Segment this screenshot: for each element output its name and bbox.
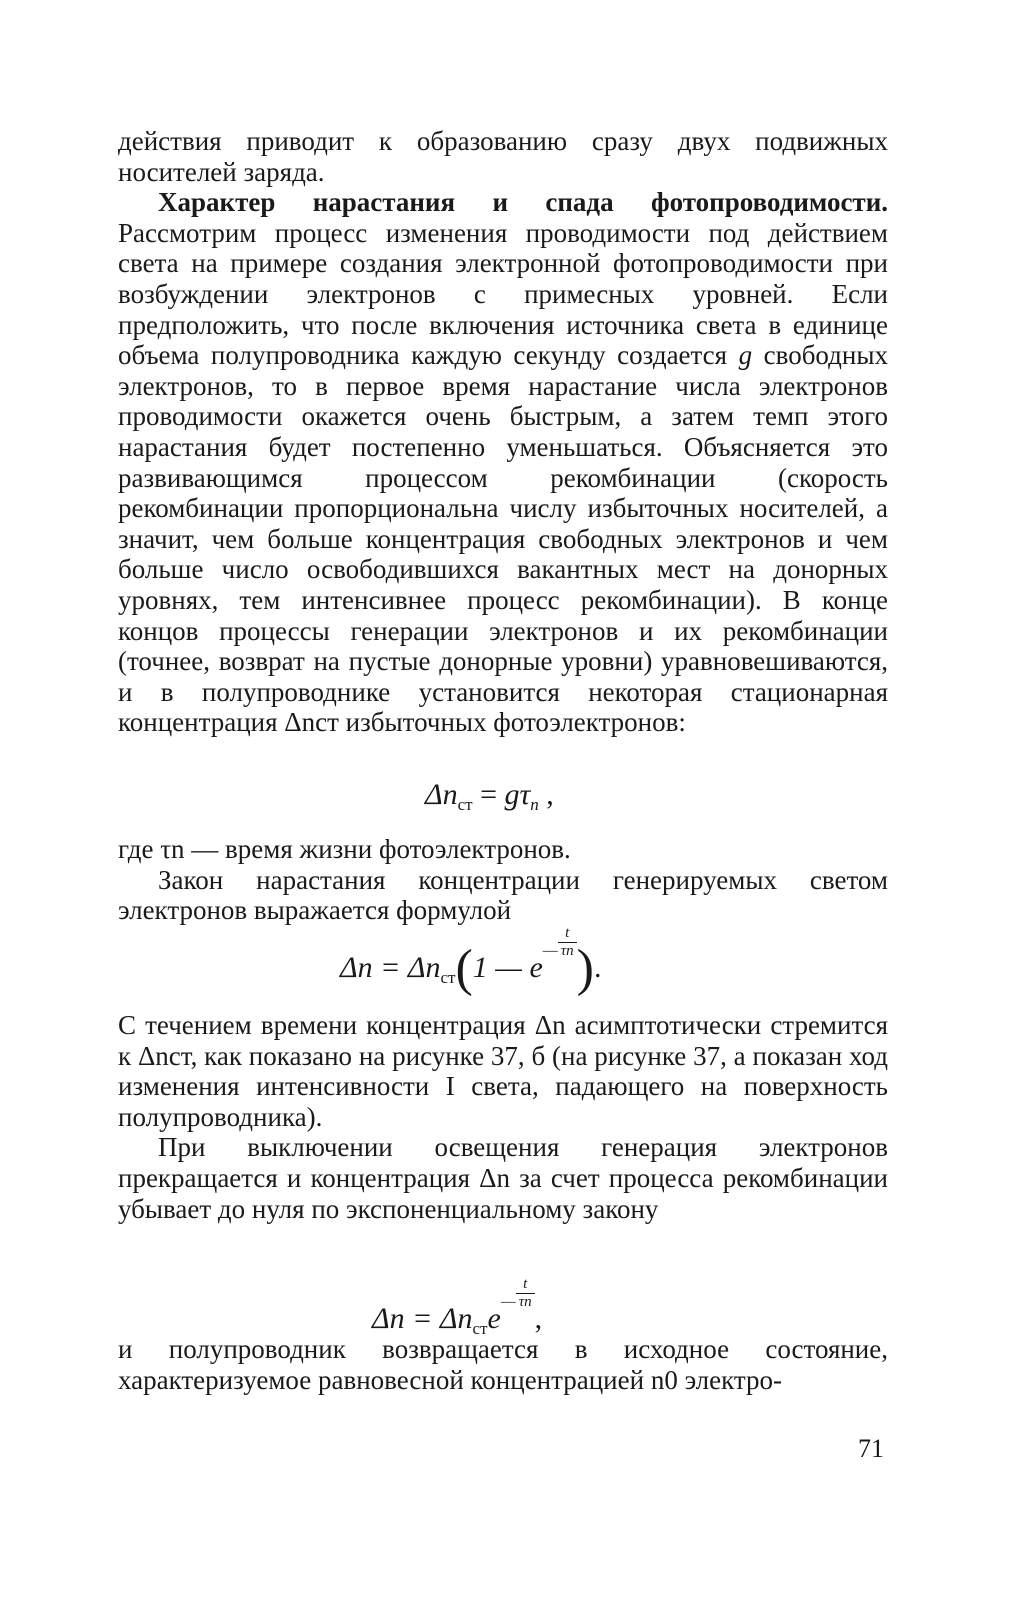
- formula-sub: ст: [472, 1319, 488, 1338]
- text-top: [118, 126, 888, 738]
- exp-sign: —: [542, 943, 558, 959]
- formula-sub: ст: [457, 795, 473, 814]
- symbol-g: g: [738, 340, 753, 371]
- paren-close: ): [576, 940, 594, 997]
- formula-stationary: [425, 778, 554, 815]
- paragraph-lifetime: где τn — время жизни фотоэлектронов.: [118, 834, 571, 864]
- formula-decay: [372, 1276, 542, 1339]
- paragraph-decay: При выключении освещения генерация электронов прекращается и концентрация Δn за счет процесса рекомбинации убывает до нуля по экспоненциальному закону: [118, 1132, 888, 1224]
- formula-lhs: Δn: [425, 778, 458, 811]
- formula-rhs-sub: n: [530, 795, 539, 814]
- paragraph-asymptote: С течением времени концентрация Δn асимптотически стремится к Δnст, как показано на рисунке 37, б (на рисунке 37, а показан ход изменения интенсивности I света, падающего на поверхность полупроводника).: [118, 1010, 888, 1132]
- formula-tail: ,: [534, 1302, 543, 1335]
- formula-eq: =: [472, 778, 505, 811]
- paragraph-text: Рассмотрим процесс изменения проводимости под действием света на примере создания электронной фотопроводимости при возбуждении электронов с примесных уровней. Если предположить, что после включения источника света в единице объема полупроводника каждую секунду создается: [118, 217, 888, 371]
- formula-e: e: [487, 1302, 501, 1335]
- formula-lhs: Δn = Δn: [340, 951, 441, 984]
- text-mid-1: [118, 834, 888, 926]
- exp-fraction: $\frac{t}{\tau n}$: [516, 1276, 535, 1311]
- paren-open: (: [455, 940, 473, 997]
- formula-lhs: Δn = Δn: [372, 1302, 473, 1335]
- paragraph-return: и полупроводник возвращается в исходное состояние, характеризуемое равновесной концентрацией n0 электро-: [118, 1334, 888, 1395]
- exp-fraction: $\frac{t}{\tau n}$: [558, 925, 577, 960]
- formula-tail: .: [593, 951, 602, 984]
- formula-rhs: gτ: [504, 778, 531, 811]
- formula-sub: ст: [440, 968, 456, 987]
- formula-mid: 1 — e: [472, 951, 543, 984]
- paragraph-continuation: действия приводит к образованию сразу двух подвижных носителей заряда.: [118, 126, 888, 187]
- paragraph-growth-law: Закон нарастания концентрации генерируемых светом электронов выражается формулой: [118, 864, 888, 926]
- text-mid-2: [118, 1010, 888, 1224]
- section-heading: Характер нарастания и спада фотопроводимости.: [158, 187, 888, 218]
- paragraph-text-rest: свободных электронов, то в первое время нарастание числа электронов проводимости окажется очень быстрым, а затем темп этого нарастания будет постепенно уменьшаться. Объясняется это развивающимся процессом рекомбинации (скорость рекомбинации пропорциональна числу избыточных носителей, а значит, чем больше концентрация свободных электронов и чем больше число освободившихся вакантных мест на донорных уровнях, тем интенсивнее процесс рекомбинации). В конце концов процессы генерации электронов и их рекомбинации (точнее, возврат на пустые донорные уровни) уравновешиваются, и в полупроводнике установится некоторая стационарная концентрация Δnст избыточных фотоэлектронов:: [118, 340, 888, 738]
- text-bottom: [118, 1334, 888, 1395]
- exp-sign: —: [500, 1294, 516, 1310]
- formula-growth: [340, 925, 601, 998]
- page-number: 71: [858, 1434, 884, 1463]
- paragraph-photoconductivity: [118, 187, 888, 738]
- formula-tail: ,: [538, 778, 554, 811]
